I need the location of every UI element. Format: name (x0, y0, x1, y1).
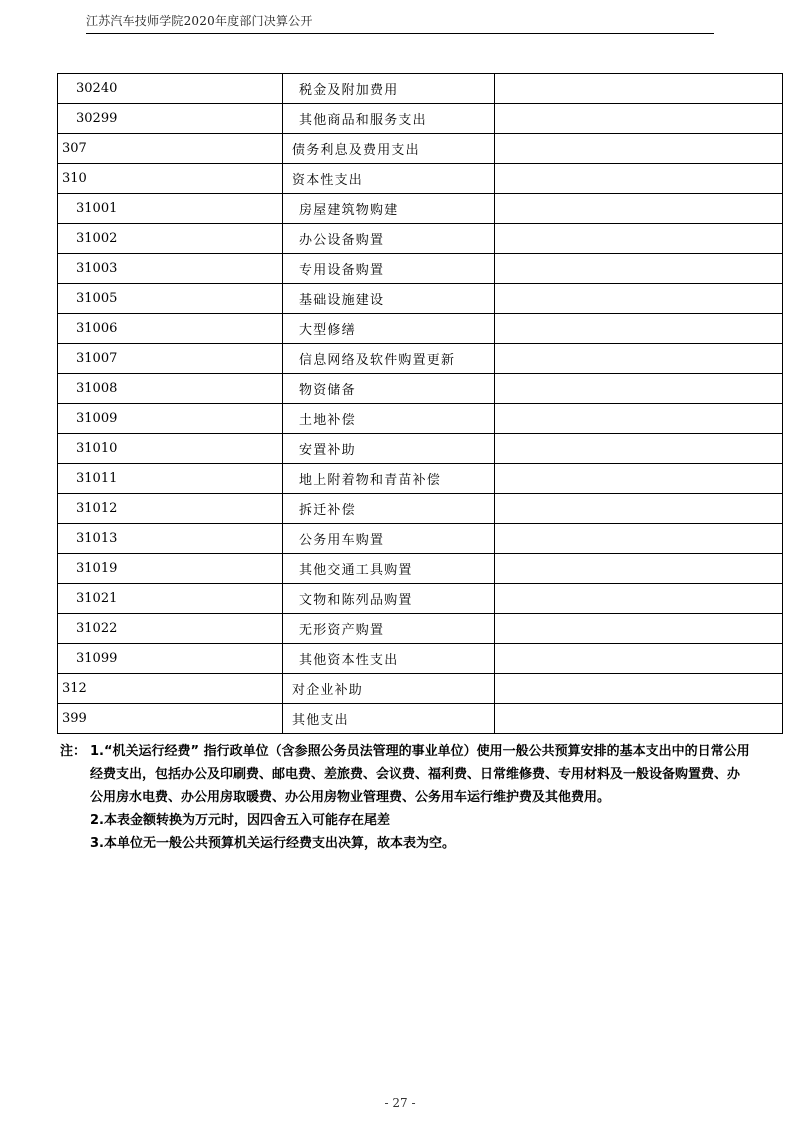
expenditure-table (57, 73, 783, 734)
note-3: 3.本单位无一般公共预算机关运行经费支出决算，故本表为空。 (90, 836, 455, 851)
table-row (58, 404, 783, 434)
table-row (58, 674, 783, 704)
row-value (495, 584, 783, 614)
table-row (58, 224, 783, 254)
row-value (495, 674, 783, 704)
row-code: 30240 (58, 74, 283, 104)
table-row (58, 284, 783, 314)
row-value (495, 74, 783, 104)
notes-section (60, 740, 750, 855)
row-code: 31011 (58, 464, 283, 494)
row-value (495, 164, 783, 194)
row-name: 其他支出 (283, 704, 495, 734)
row-name: 土地补偿 (283, 404, 495, 434)
row-name: 专用设备购置 (283, 254, 495, 284)
row-name: 其他资本性支出 (283, 644, 495, 674)
row-name: 拆迁补偿 (283, 494, 495, 524)
row-value (495, 404, 783, 434)
row-value (495, 224, 783, 254)
table-row (58, 74, 783, 104)
row-name: 其他商品和服务支出 (283, 104, 495, 134)
table-body (58, 74, 783, 734)
table-row (58, 134, 783, 164)
table-row (58, 314, 783, 344)
row-name: 房屋建筑物购建 (283, 194, 495, 224)
row-code: 31021 (58, 584, 283, 614)
table-row (58, 644, 783, 674)
row-code: 31005 (58, 284, 283, 314)
row-value (495, 494, 783, 524)
row-code: 31010 (58, 434, 283, 464)
table-row (58, 374, 783, 404)
row-value (495, 464, 783, 494)
row-code: 31022 (58, 614, 283, 644)
page-header-title: 江苏汽车技师学院2020年度部门决算公开 (86, 14, 313, 28)
row-value (495, 104, 783, 134)
row-name: 基础设施建设 (283, 284, 495, 314)
table-row (58, 164, 783, 194)
row-name: 其他交通工具购置 (283, 554, 495, 584)
row-name: 文物和陈列品购置 (283, 584, 495, 614)
row-code: 31008 (58, 374, 283, 404)
row-name: 公务用车购置 (283, 524, 495, 554)
row-code: 312 (58, 674, 283, 704)
row-value (495, 554, 783, 584)
row-name: 资本性支出 (283, 164, 495, 194)
note-1 (60, 740, 750, 809)
row-name: 无形资产购置 (283, 614, 495, 644)
row-value (495, 614, 783, 644)
table-row (58, 584, 783, 614)
table-row (58, 104, 783, 134)
row-code: 31007 (58, 344, 283, 374)
row-value (495, 194, 783, 224)
row-value (495, 284, 783, 314)
row-value (495, 344, 783, 374)
row-value (495, 524, 783, 554)
row-code: 31002 (58, 224, 283, 254)
row-value (495, 434, 783, 464)
note-2: 2.本表金额转换为万元时，因四舍五入可能存在尾差 (90, 813, 390, 828)
row-code: 31003 (58, 254, 283, 284)
row-code: 310 (58, 164, 283, 194)
row-code: 31012 (58, 494, 283, 524)
row-code: 31019 (58, 554, 283, 584)
table-row (58, 464, 783, 494)
row-value (495, 374, 783, 404)
row-name: 大型修缮 (283, 314, 495, 344)
row-code: 31013 (58, 524, 283, 554)
row-value (495, 704, 783, 734)
row-code: 31099 (58, 644, 283, 674)
row-name: 办公设备购置 (283, 224, 495, 254)
row-name: 税金及附加费用 (283, 74, 495, 104)
row-code: 31006 (58, 314, 283, 344)
row-name: 物资储备 (283, 374, 495, 404)
row-value (495, 254, 783, 284)
row-name: 对企业补助 (283, 674, 495, 704)
table-row (58, 494, 783, 524)
row-code: 30299 (58, 104, 283, 134)
table-row (58, 554, 783, 584)
table-row (58, 614, 783, 644)
note-1-text: 1.“机关运行经费” 指行政单位（含参照公务员法管理的事业单位）使用一般公共预算安排的基本支出中的日常公用经费支出，包括办公及印刷费、邮电费、差旅费、会议费、福利费、日常维修费、专用材料及一般设备购置费、办公用房水电费、办公用房取暖费、办公用房物业管理费、公务用车运行维护费及其他费用。 (90, 744, 750, 805)
table-row (58, 524, 783, 554)
table-row (58, 254, 783, 284)
row-code: 399 (58, 704, 283, 734)
table-row (58, 704, 783, 734)
row-name: 信息网络及软件购置更新 (283, 344, 495, 374)
table-row (58, 194, 783, 224)
row-value (495, 134, 783, 164)
row-code: 307 (58, 134, 283, 164)
page-number: - 27 - (384, 1096, 416, 1110)
table-row (58, 434, 783, 464)
row-value (495, 314, 783, 344)
row-name: 安置补助 (283, 434, 495, 464)
note-lead: 注： (60, 744, 87, 759)
table-row (58, 344, 783, 374)
row-code: 31009 (58, 404, 283, 434)
row-code: 31001 (58, 194, 283, 224)
row-value (495, 644, 783, 674)
row-name: 债务利息及费用支出 (283, 134, 495, 164)
header-rule (86, 33, 714, 34)
row-name: 地上附着物和青苗补偿 (283, 464, 495, 494)
